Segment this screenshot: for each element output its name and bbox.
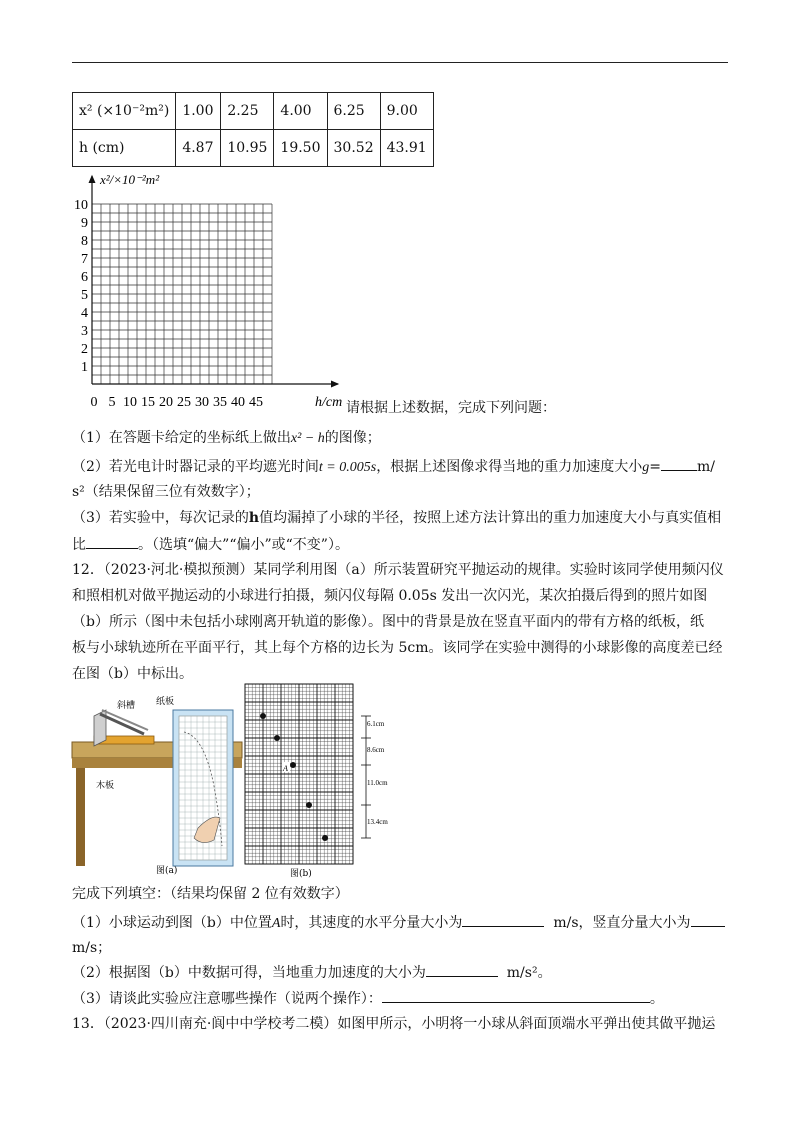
ball-image [260,713,266,719]
caption-a: 图(a) [156,866,178,876]
y-tick-label: 7 [81,252,88,267]
point-a-label: A [283,764,288,773]
gap-label: 11.0cm [367,779,388,787]
y-tick-label: 10 [74,198,88,213]
header-rule [72,62,728,63]
q12-line: 在图（b）中标出。 [72,666,193,682]
y-tick-label: 1 [81,360,88,375]
answer-blank[interactable] [691,912,725,927]
table-cell: 4.00 [274,93,327,130]
y-tick-label: 4 [81,306,88,321]
answer-blank[interactable] [462,912,544,927]
q11-part2-cont: s²（结果保留三位有效数字）； [72,484,260,500]
gap-label: 8.6cm [367,746,385,754]
table-cell: 19.50 [274,130,327,167]
q13-line: 13．（2023·四川南充·阆中中学校考二模）如图甲所示，小明将一小球从斜面顶端水平弹出使其做平抛运 [72,1016,716,1032]
y-tick-label: 6 [81,270,88,285]
q11-part3-cont: 比 。（选填“偏大”“偏小”或“不变”）。 [72,534,349,555]
q11-intro: 请根据上述数据，完成下列问题： [346,400,556,416]
q12-line: 和照相机对做平抛运动的小球进行拍摄，频闪仪每隔 0.05s 发出一次闪光，某次拍摄后得到的照片如图 [72,588,708,604]
x-tick-label: 45 [249,395,263,410]
coordinate-grid [70,168,360,413]
q12-line: （b）所示（图中未包括小球刚离开轨道的影像）。图中的背景是放在竖直平面内的带有方格的纸板，纸 [72,614,704,630]
x-tick-label: 10 [123,395,137,410]
table-cell: 2.25 [221,93,274,130]
x-tick-label: 15 [141,395,155,410]
fill-part2: （2）根据图（b）中数据可得，当地重力加速度的大小为 m/s²。 [72,962,552,983]
y-tick-label: 2 [81,342,88,357]
ball-image [274,735,280,741]
answer-blank[interactable] [661,456,697,471]
x-tick-label: 40 [231,395,245,410]
answer-blank[interactable] [426,962,498,977]
table-cell: 10.95 [221,130,274,167]
x-tick-label: 30 [195,395,209,410]
y-tick-label: 3 [81,324,88,339]
ball-image [322,835,328,841]
q11-part1: （1）在答题卡给定的坐标纸上做出x² − h的图像； [72,430,381,446]
table-cell: 43.91 [380,130,433,167]
ball-image [290,762,296,768]
table-row [73,93,434,130]
gap-label: 6.1cm [367,720,385,728]
row-header: h (cm) [73,130,176,167]
x-tick-label: 5 [108,395,116,410]
table-cell: 30.52 [327,130,380,167]
figure-b [245,684,388,882]
data-table [72,92,434,167]
x-tick-label: 25 [177,395,191,410]
x-tick-label: 0 [90,395,98,410]
table-cell: 9.00 [380,93,433,130]
ball-image [306,802,312,808]
fill-part3: （3）请谈此实验应注意哪些操作（说两个操作）： 。 [72,988,664,1009]
fill-intro: 完成下列填空：（结果均保留 2 位有效数字） [72,886,349,902]
table-cell: 4.87 [176,130,221,167]
y-tick-label: 8 [81,234,88,249]
q11-part3: （3）若实验中，每次记录的h值均漏掉了小球的半径，按照上述方法计算出的重力加速度大小与真实值相 [72,510,722,526]
fill-part1: （1）小球运动到图（b）中位置A时，其速度的水平分量大小为 m/s，竖直分量大小为 [72,912,725,934]
x-axis-label: h/cm [315,395,343,410]
fill-part1-cont: m/s； [72,940,112,956]
q11-part2: （2）若光电计时器记录的平均遮光时间t = 0.005s，根据上述图像求得当地的重力加速度大小g= m/ [72,456,715,478]
label-paper: 纸板 [156,697,175,707]
label-chute: 斜槽 [117,701,136,711]
q12-line: 12．（2023·河北·模拟预测）某同学利用图（a）所示装置研究平抛运动的规律。实验时该同学使用频闪仪 [72,562,724,578]
table-cell: 6.25 [327,93,380,130]
x-tick-label: 35 [213,395,227,410]
y-tick-label: 5 [81,288,88,303]
q12-line: 板与小球轨迹所在平面平行，其上每个方格的边长为 5cm。该同学在实验中测得的小球影像的高度差已经 [72,640,723,656]
answer-blank[interactable] [86,534,138,549]
answer-blank[interactable] [382,988,650,1003]
table-cell: 1.00 [176,93,221,130]
y-tick-label: 9 [81,216,88,231]
caption-b: 图(b) [290,869,312,879]
label-board: 木板 [96,781,115,791]
y-axis-label: x²/×10⁻²m² [100,172,160,187]
figure-a [72,696,244,878]
table-row [73,130,434,167]
gap-label: 13.4cm [367,818,388,826]
row-header: x² (×10⁻²m²) [73,93,176,130]
x-tick-label: 20 [159,395,173,410]
